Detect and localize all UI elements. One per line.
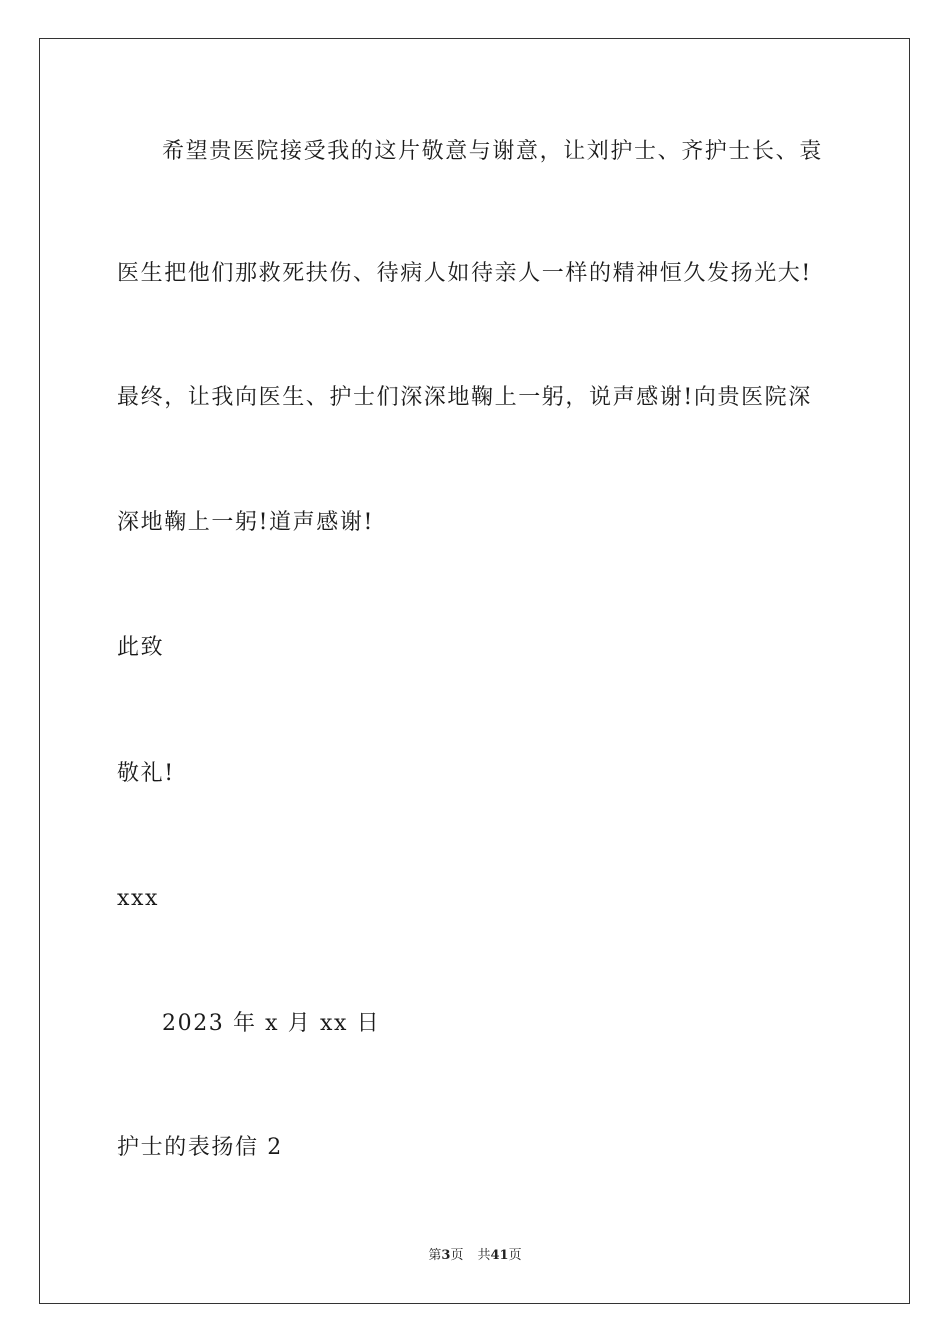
total-suffix: 页 [508,1248,522,1263]
total-pages: 41 [490,1248,509,1263]
paragraph-line-4: 深地鞠上一躬!道声感谢! [117,510,374,535]
page-border [39,38,910,1304]
total-prefix: 共 [477,1248,491,1263]
paragraph-line-2: 医生把他们那救死扶伤、待病人如待亲人一样的精神恒久发扬光大! [117,261,812,286]
page-suffix: 页 [450,1248,464,1263]
closing-regards: 敬礼! [117,761,175,786]
paragraph-line-3: 最终，让我向医生、护士们深深地鞠上一躬，说声感谢!向贵医院深 [117,385,812,410]
page-footer [0,1247,950,1265]
page-prefix: 第 [428,1248,442,1263]
date-line: 2023 年 x 月 xx 日 [162,1011,381,1036]
paragraph-line-1: 希望贵医院接受我的这片敬意与谢意，让刘护士、齐护士长、袁 [162,139,823,164]
section-heading: 护士的表扬信 2 [117,1135,283,1160]
signature: xxx [117,886,160,911]
closing-salutation: 此致 [117,635,165,660]
page-number: 3 [441,1248,451,1263]
